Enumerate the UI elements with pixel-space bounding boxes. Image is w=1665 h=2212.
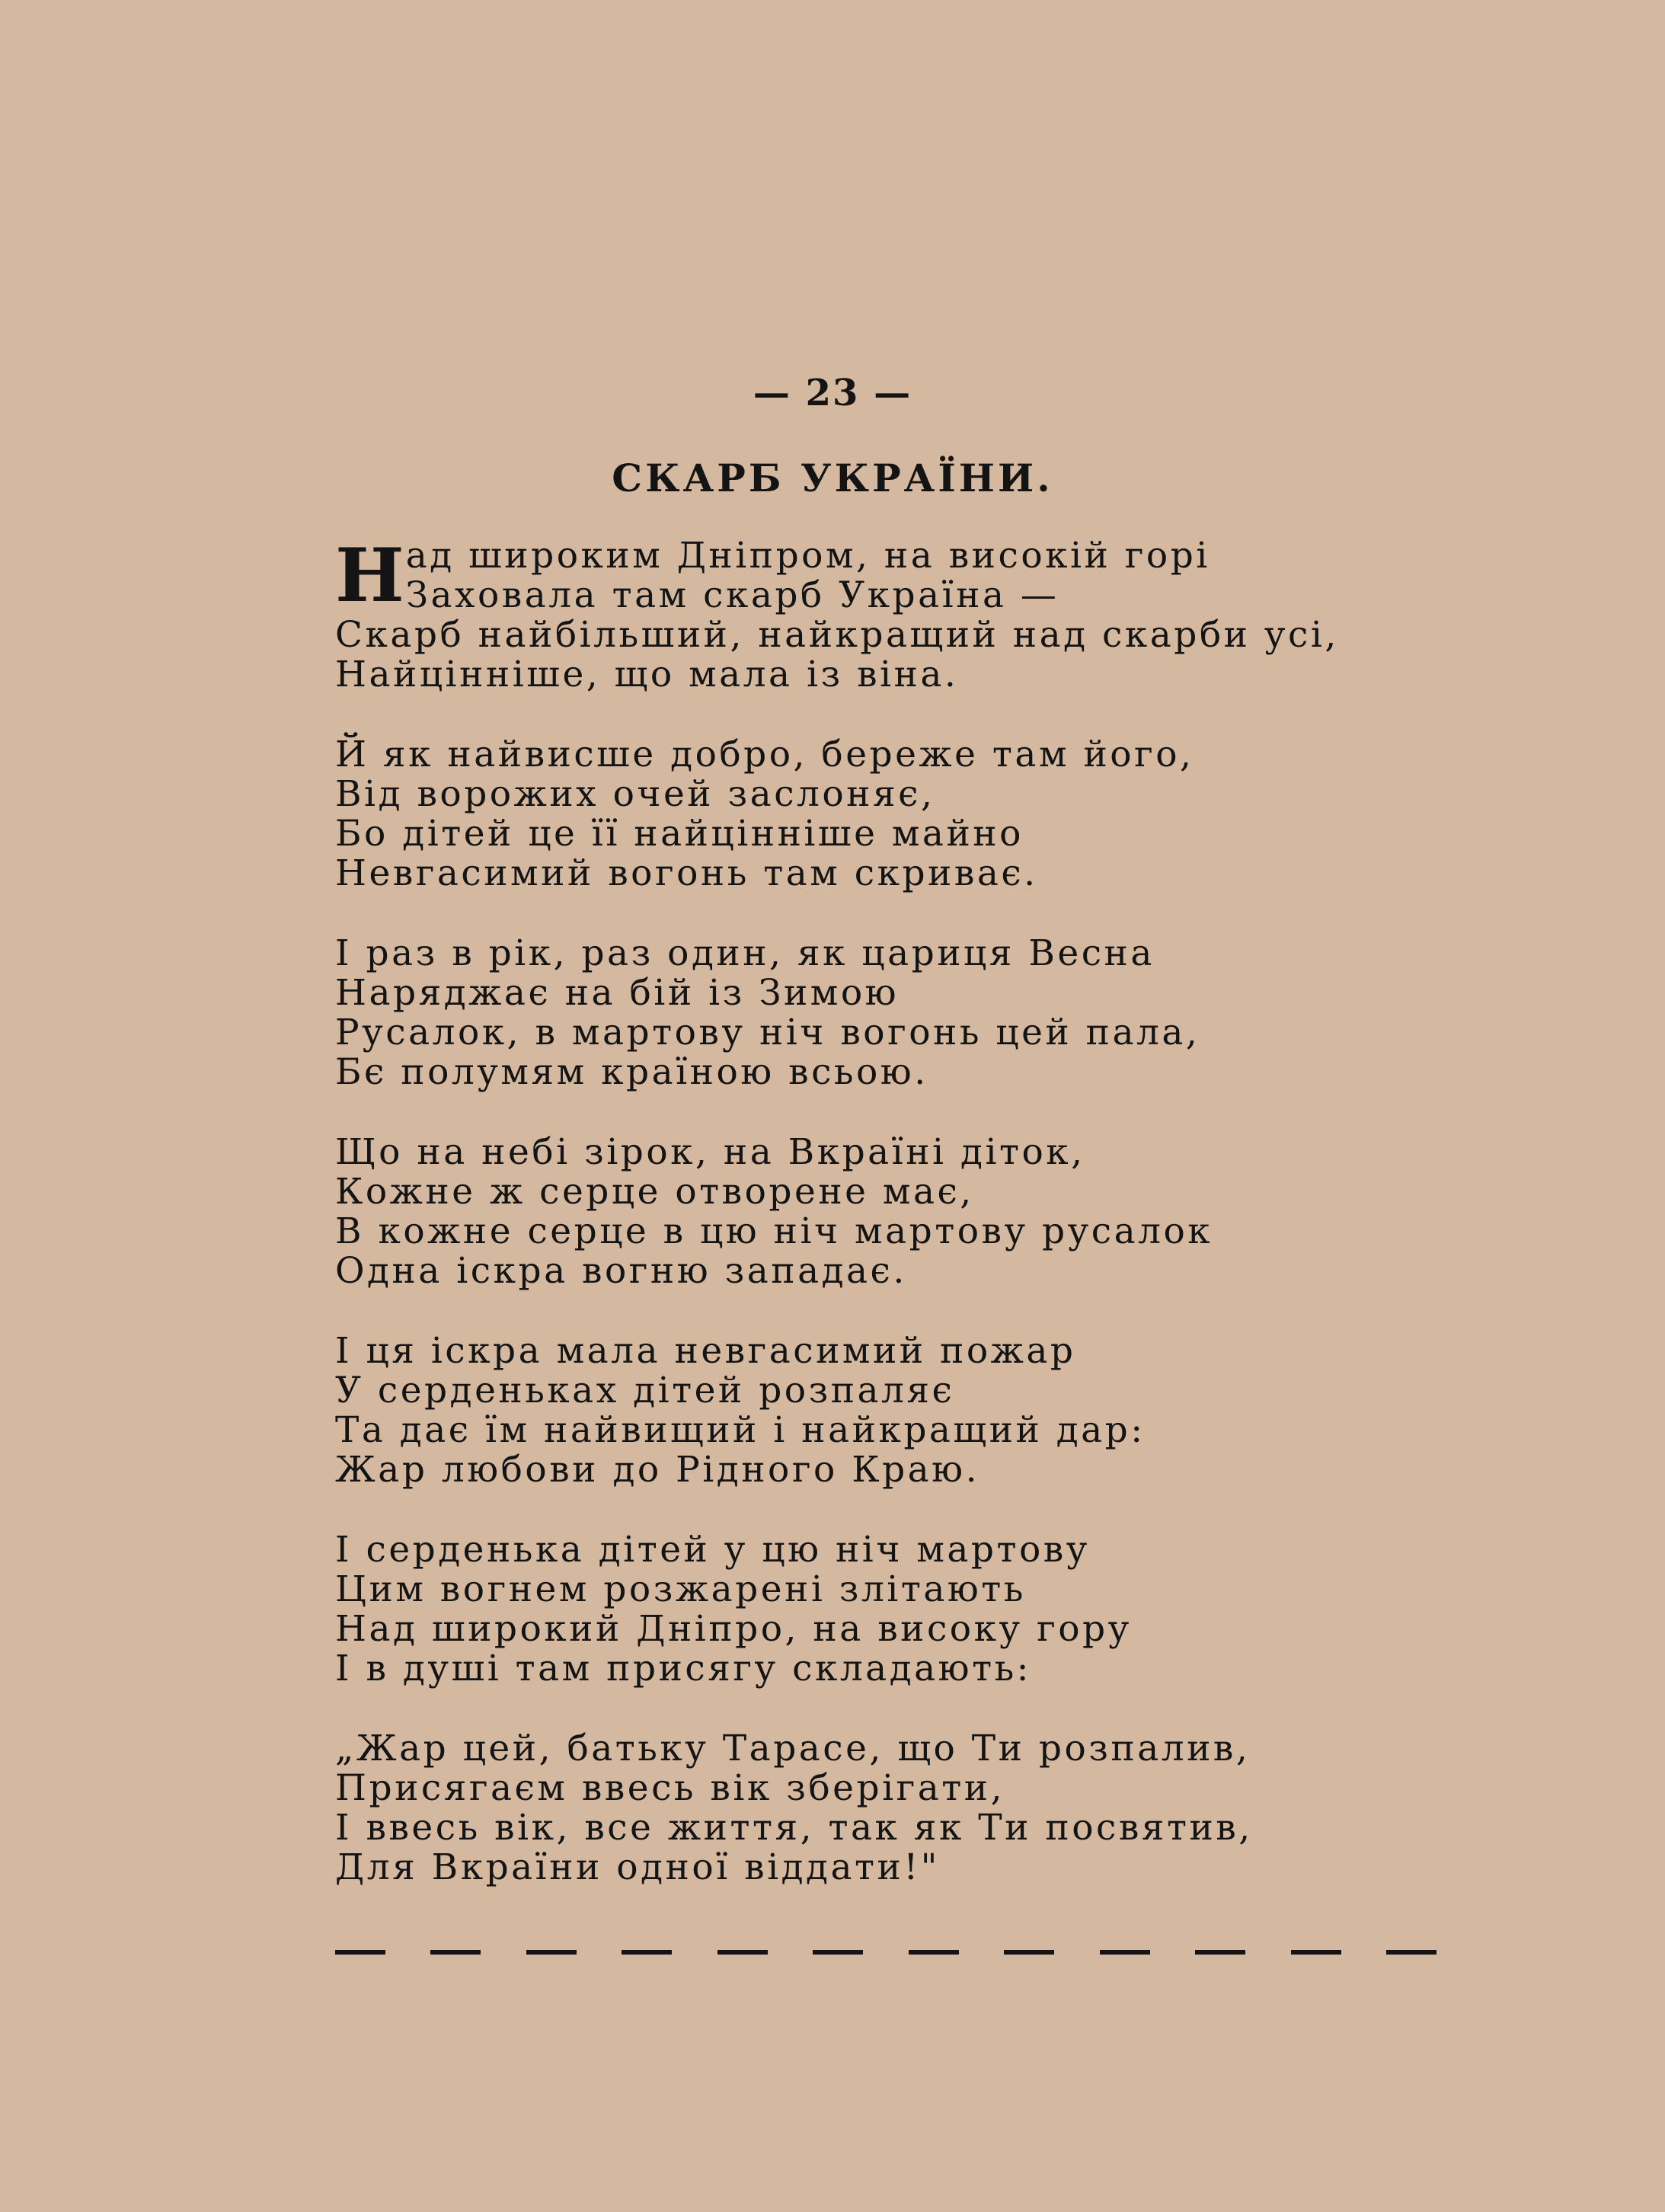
poem-line: Від ворожих очей заслоняє, bbox=[335, 773, 935, 815]
poem-body bbox=[335, 532, 1645, 1928]
stanza-2 bbox=[335, 735, 1645, 893]
poem-line: Присягаєм ввесь вік зберігати, bbox=[335, 1767, 1005, 1809]
poem-line: ад широким Дніпром, на високій горі bbox=[405, 535, 1210, 577]
dash bbox=[526, 1950, 577, 1955]
closing-dash-rule bbox=[335, 1950, 1437, 1956]
poem-line: І серденька дітей у цю ніч мартову bbox=[335, 1529, 1090, 1571]
poem-line: Кожне ж серце отворене має, bbox=[335, 1171, 974, 1213]
dash bbox=[335, 1950, 385, 1955]
poem-line: Невгасимий вогонь там скриває. bbox=[335, 852, 1038, 894]
poem-line: Над широкий Дніпро, на високу гору bbox=[335, 1608, 1132, 1650]
poem-line: Скарб найбільший, найкращий над скарби усі, bbox=[335, 614, 1339, 656]
stanza-5 bbox=[335, 1331, 1645, 1490]
poem-line: І ввесь вік, все життя, так як Ти посвятив, bbox=[335, 1807, 1253, 1849]
dash bbox=[909, 1950, 959, 1955]
poem-line: В кожне серце в цю ніч мартову русалок bbox=[335, 1210, 1213, 1252]
stanza-7 bbox=[335, 1729, 1645, 1888]
dash bbox=[1100, 1950, 1150, 1955]
poem-line: Для Вкраїни одної віддати!" bbox=[335, 1846, 940, 1888]
poem-line: Цим вогнем розжарені злітають bbox=[335, 1568, 1026, 1610]
dash bbox=[1386, 1950, 1437, 1955]
poem-line: Одна іскра вогню западає. bbox=[335, 1250, 907, 1292]
poem-line: Бо дітей це її найцінніше майно bbox=[335, 813, 1024, 855]
poem-line: І ця іскра мала невгасимий пожар bbox=[335, 1330, 1076, 1372]
poem-line: Та дає їм найвищий і найкращий дар: bbox=[335, 1409, 1146, 1451]
stanza-4 bbox=[335, 1133, 1645, 1291]
poem-line: У серденьках дітей розпаляє bbox=[335, 1370, 955, 1411]
poem-line: Жар любови до Рідного Краю. bbox=[335, 1449, 980, 1491]
poem-line: І раз в рік, раз один, як цариця Весна bbox=[335, 932, 1155, 974]
dash bbox=[1195, 1950, 1245, 1955]
dash bbox=[430, 1950, 481, 1955]
poem-line: І в душі там присягу складають: bbox=[335, 1648, 1031, 1689]
stanza-3 bbox=[335, 934, 1645, 1092]
stanza-1 bbox=[335, 532, 1645, 695]
poem-line: Найцінніше, що мала із віна. bbox=[335, 654, 959, 695]
poem-line: Що на небі зірок, на Вкраїні діток, bbox=[335, 1131, 1085, 1173]
stanza-6 bbox=[335, 1530, 1645, 1689]
drop-cap: Н bbox=[335, 532, 404, 619]
poem-line: „Жар цей, батьку Тарасе, що Ти розпалив, bbox=[335, 1728, 1251, 1769]
poem-line: Наряджає на бій із Зимою bbox=[335, 972, 900, 1014]
dash bbox=[1291, 1950, 1341, 1955]
poem-line: Русалок, в мартову ніч вогонь цей пала, bbox=[335, 1012, 1200, 1053]
dash bbox=[1004, 1950, 1054, 1955]
poem-line: Й як найвисше добро, береже там його, bbox=[335, 734, 1194, 775]
poem-line: Бє полумям країною всьою. bbox=[335, 1051, 928, 1093]
page-number: — 23 — bbox=[753, 372, 912, 414]
poem-line: Заховала там скарб Україна — bbox=[405, 574, 1059, 616]
dash bbox=[622, 1950, 672, 1955]
poem-title: СКАРБ УКРАЇНИ. bbox=[612, 456, 1053, 500]
dash bbox=[813, 1950, 863, 1955]
dash bbox=[717, 1950, 768, 1955]
